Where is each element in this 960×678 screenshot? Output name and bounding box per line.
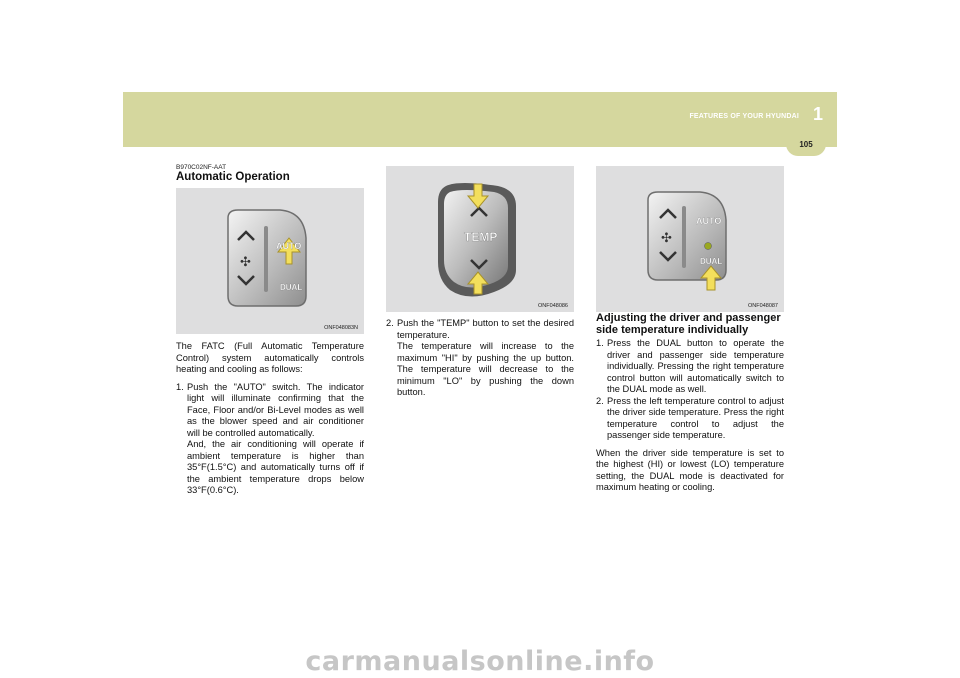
chapter-number: 1: [812, 104, 823, 124]
figure-temp-switch: [386, 166, 574, 312]
auto-label: AUTO: [276, 241, 302, 251]
figure-dual-switch: [596, 166, 784, 312]
column-3-text: [596, 338, 784, 494]
list-item: [386, 318, 574, 399]
chapter-title: FEATURES OF YOUR HYUNDAI: [689, 113, 799, 120]
list-number: 2.: [596, 395, 604, 406]
svg-text:✣: ✣: [661, 230, 672, 245]
list-text-continued: The temperature will increase to the maximum "HI" by pushing the up button. The temperature will decrease to the minimum "LO" by pushing the down button.: [397, 341, 574, 397]
list-text: Push the "AUTO" switch. The indicator light will illuminate confirming that the Face, Floor and/or Bi-Level modes as well as the blower speed and air conditioner will be controlled automatically.: [187, 381, 364, 438]
climate-control-panel-illustration: [176, 188, 364, 334]
list-text: Push the "TEMP" button to set the desired temperature.: [397, 318, 574, 340]
list-item: [176, 382, 364, 497]
climate-control-panel-illustration: [596, 166, 784, 312]
figure-code: ONF048086: [538, 303, 568, 309]
section-code: B970C02NF-AAT: [176, 164, 227, 171]
figure-auto-switch: [176, 188, 364, 334]
list-text-continued: And, the air conditioning will operate if ambient temperature is higher than 35°F(1.5°C) and automatically turns off if the ambient temperature drops below 33°F(0.6°C).: [187, 439, 364, 495]
dual-label: DUAL: [280, 283, 303, 292]
subsection-title: Adjusting the driver and passenger side temperature individually: [596, 312, 781, 336]
list-item: [596, 396, 784, 442]
column-1-text: [176, 341, 364, 497]
column-2-text: [386, 318, 574, 399]
header-band: [123, 92, 837, 147]
figure-code: ONF048087: [748, 303, 778, 309]
dual-label: DUAL: [700, 257, 723, 266]
svg-text:✣: ✣: [240, 254, 251, 269]
list-text: Press the left temperature control to adjust the driver side temperature. Press the right temperature control to adjust the passenger side temperature.: [607, 395, 784, 440]
list-number: 2.: [386, 318, 394, 328]
figure-code: ONF048083N: [324, 325, 358, 331]
page-tab: [786, 132, 826, 156]
auto-label: AUTO: [696, 216, 722, 226]
list-number: 1.: [176, 381, 184, 392]
site-watermark: carmanualsonline.info: [305, 646, 655, 677]
list-item: [596, 338, 784, 396]
intro-paragraph: The FATC (Full Automatic Temperature Control) system automatically controls heating and cooling as follows:: [176, 341, 364, 374]
temp-label: TEMP: [464, 230, 498, 244]
list-number: 1.: [596, 338, 604, 348]
note-paragraph: When the driver side temperature is set to the highest (HI) or lowest (LO) temperature setting, the DUAL mode is deactivated for maximum heating or cooling.: [596, 447, 784, 492]
temp-control-illustration: [386, 166, 574, 312]
section-title: Automatic Operation: [176, 171, 290, 183]
list-text: Press the DUAL button to operate the driver and passenger side temperature individually. Pressing the right temperature control button will automatically switch to the DUAL mode as well.: [607, 338, 784, 394]
page-number: 105: [799, 140, 813, 149]
